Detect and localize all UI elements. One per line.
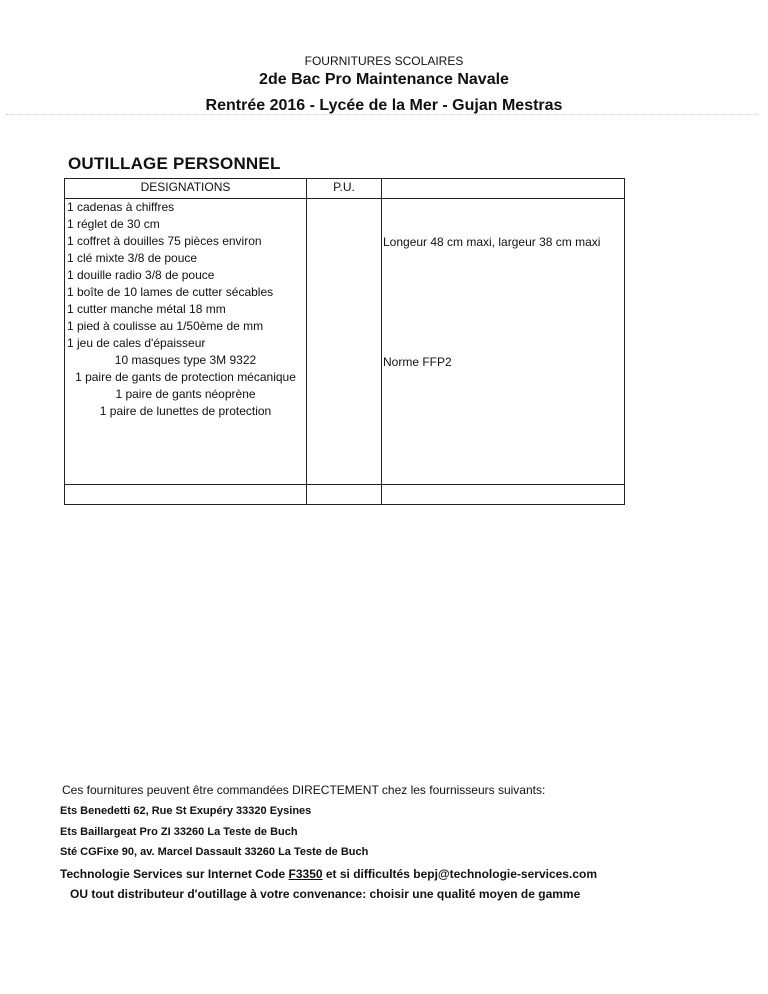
list-item: 1 coffret à douilles 75 pièces environ [67, 234, 262, 248]
footer-online-suffix: et si difficultés bepj@technologie-services.com [322, 867, 597, 881]
footer-online-prefix: Technologie Services sur Internet Code [60, 867, 289, 881]
table-col-divider-2 [381, 178, 382, 505]
list-item: 1 cutter manche métal 18 mm [67, 302, 226, 316]
doc-header-line3: Rentrée 2016 - Lycée de la Mer - Gujan Mestras [205, 97, 563, 114]
list-item: 1 douille radio 3/8 de pouce [67, 268, 215, 282]
table-right-border [624, 178, 625, 505]
column-header-pu: P.U. [333, 180, 355, 194]
footer-supplier-1: Ets Benedetti 62, Rue St Exupéry 33320 Eysines [60, 805, 312, 817]
footer-other-distributor: OU tout distributeur d'outillage à votre convenance: choisir une qualité moyen de gamme [70, 887, 581, 901]
list-item: 10 masques type 3M 9322 [114, 353, 257, 367]
list-item: 1 paire de gants de protection mécanique [75, 370, 296, 384]
list-item: 1 jeu de cales d'épaisseur [67, 336, 206, 350]
note-coffret-dimensions: Longeur 48 cm maxi, largeur 38 cm maxi [383, 235, 601, 249]
footer-supplier-3: Sté CGFixe 90, av. Marcel Dassault 33260 La Teste de Buch [60, 846, 369, 858]
footer-intro: Ces fournitures peuvent être commandées DIRECTEMENT chez les fournisseurs suivants: [62, 783, 546, 797]
list-item: 1 boîte de 10 lames de cutter sécables [67, 285, 274, 299]
table-total-divider [64, 484, 625, 485]
note-masques-standard: Norme FFP2 [383, 355, 452, 369]
list-item: 1 paire de lunettes de protection [99, 404, 272, 418]
header-dotted-rule [6, 114, 758, 115]
footer-supplier-2: Ets Baillargeat Pro ZI 33260 La Teste de Buch [60, 826, 298, 838]
column-header-notes [382, 179, 624, 195]
table-left-border [64, 178, 65, 505]
column-header-designations: DESIGNATIONS [140, 180, 231, 194]
table-bottom-border [64, 504, 625, 505]
list-item: 1 réglet de 30 cm [67, 217, 160, 231]
doc-header-line1: FOURNITURES SCOLAIRES [304, 54, 464, 68]
list-item: 1 clé mixte 3/8 de pouce [67, 251, 198, 265]
doc-header-line2: 2de Bac Pro Maintenance Navale [259, 71, 509, 88]
table-col-divider-1 [306, 178, 307, 505]
section-title: OUTILLAGE PERSONNEL [68, 154, 281, 173]
list-item: 1 pied à coulisse au 1/50ème de mm [67, 319, 264, 333]
footer-online-supplier [60, 867, 597, 881]
footer-online-code: F3350 [288, 867, 323, 881]
list-item: 1 paire de gants néoprène [115, 387, 256, 401]
list-item: 1 cadenas à chiffres [67, 200, 175, 214]
